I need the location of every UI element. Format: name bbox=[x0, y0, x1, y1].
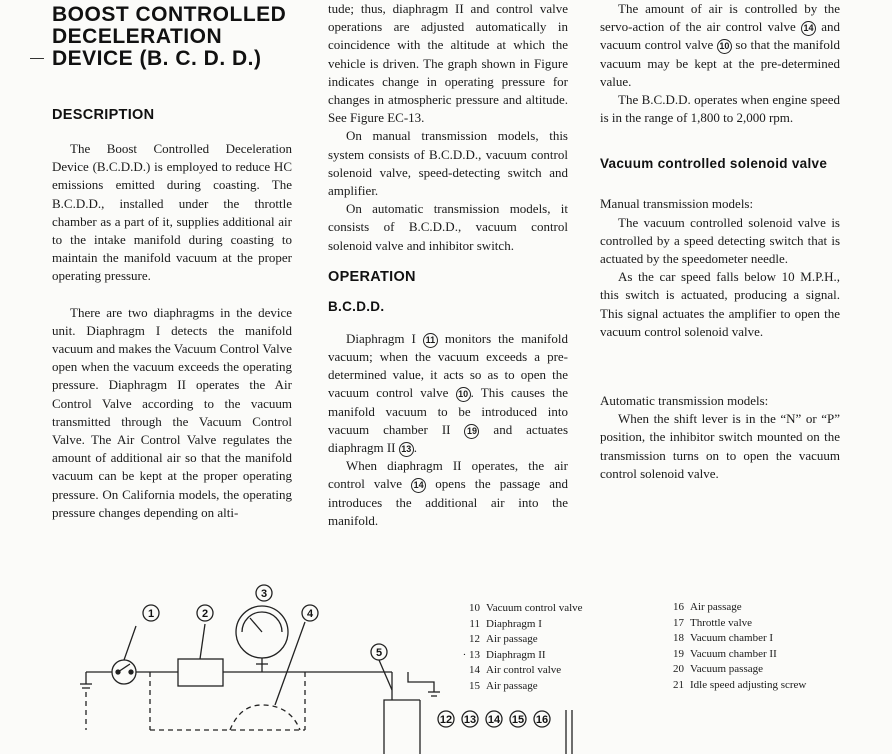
callout-14: 14 bbox=[801, 21, 816, 36]
auto-label: Automatic transmission models: bbox=[600, 393, 769, 409]
legend-item: · 13 Diaphragm II bbox=[462, 648, 546, 661]
solenoid-valve bbox=[384, 672, 434, 754]
legend-item: 14 Air control valve bbox=[469, 664, 562, 677]
c3p1-text-b: and vacuum control valve bbox=[600, 19, 841, 53]
c3p1-text-a: The amount of air is controlled by the servo-action of the air control valve bbox=[600, 1, 840, 35]
legend-item: 17 Throttle valve bbox=[673, 616, 753, 629]
p4-text-c: . This causes the manifold vacuum to be introduced into vacuum chamber II bbox=[328, 385, 568, 437]
callout-14: 14 bbox=[411, 478, 426, 493]
c3p1-text-c: so that the manifold vacuum may be kept at the pre-determined value. bbox=[600, 37, 840, 89]
label-2: 2 bbox=[201, 608, 209, 620]
bcdd-subheading: B.C.D.D. bbox=[328, 298, 385, 314]
title-line-1: BOOST CONTROLLED bbox=[52, 3, 287, 26]
p4-text-a: Diaphragm I bbox=[346, 330, 416, 346]
col2-paragraph-5 bbox=[328, 457, 568, 530]
label-14: 14 bbox=[487, 714, 501, 726]
inhibitor-switch bbox=[230, 705, 300, 730]
label-16: 16 bbox=[535, 714, 549, 726]
label-4: 4 bbox=[306, 608, 314, 620]
col3-paragraph-5: When the shift lever is in the “N” or “P” position, the inhibitor switch mounted on the transmission turns on to open the vacuum control solenoid valve. bbox=[600, 411, 840, 481]
col2-paragraph-4: Diaphragm I 11 monitors the manifold vacuum; when the vacuum exceeds a pre-determined value, it acts so as to open the vacuum control valve 10 . This causes the manifold vacuum to be introduced into vacuum chamber II 19 and actuates diaphragm II 13 . bbox=[328, 330, 569, 456]
p5-text-a: When diaphragm II operates, the air control valve bbox=[328, 458, 568, 492]
col3-paragraph-4: As the car speed falls below 10 M.P.H., this switch is actuated, producing a signal. This signal actuates the amplifier to open the vacuum control solenoid valve. bbox=[600, 269, 840, 339]
title-line-2: DECELERATION bbox=[52, 25, 223, 48]
legend-item: 10 Vacuum control valve bbox=[469, 602, 583, 614]
solenoid-heading: Vacuum controlled solenoid valve bbox=[600, 156, 828, 172]
legend-item: 20 Vacuum passage bbox=[673, 663, 764, 676]
description-paragraph-2: There are two diaphragms in the device unit. Diaphragm I detects the manifold vacuum and makes the Vacuum Control Valve open when the vacuum exceeds the operating pressure. Diaphragm II operates the Air Control Valve according to the vacuum transmitted through the Vacuum Control Valve. The Air Control Valve regulates the amount of additional air so that the manifold vacuum can be kept at the proper operating pressure. On California models, the operating pressure changes depending on alti- bbox=[52, 304, 292, 520]
label-12: 12 bbox=[439, 714, 453, 726]
legend-item: 16 Air passage bbox=[673, 601, 742, 613]
operation-heading: OPERATION bbox=[328, 268, 416, 285]
margin-mark bbox=[30, 58, 44, 59]
p4-text-b: monitors the manifold vacuum; when the vacuum exceeds a pre-determined value, it acts so as to open the vacuum control valve bbox=[328, 330, 569, 401]
legend-item: 19 Vacuum chamber II bbox=[673, 647, 777, 660]
col2-paragraph-3: On automatic transmission models, it consists of B.C.D.D., vacuum control solenoid valve and inhibitor switch. bbox=[328, 201, 568, 253]
bcdd-system-diagram bbox=[0, 580, 892, 754]
column-2 bbox=[328, 0, 568, 530]
description-paragraph-1: The Boost Controlled Deceleration Device (B.C.D.D.) is employed to reduce HC emissions emitted during coasting. The B.C.D.D., installed under the throttle chamber as a part of it, supplies additional air to the intake manifold during coasting to maintain the manifold vacuum at the proper operating pressure. bbox=[52, 141, 292, 284]
p5-text-b: opens the passage and introduces the additional air into the manifold. bbox=[328, 476, 569, 528]
page-title bbox=[52, 4, 286, 70]
callout-10: 10 bbox=[717, 39, 732, 54]
col2-paragraph-2: On manual transmission models, this system consists of B.C.D.D., vacuum control solenoid valve, speed-detecting switch and amplifier. bbox=[328, 128, 568, 199]
title-line-3: DEVICE (B. C. D. D.) bbox=[52, 47, 262, 70]
callout-19: 19 bbox=[464, 424, 479, 439]
callout-11: 11 bbox=[423, 333, 438, 348]
col3-paragraph-1 bbox=[600, 0, 840, 91]
label-1: 1 bbox=[147, 608, 155, 620]
column-1 bbox=[52, 107, 292, 522]
amplifier-box bbox=[178, 659, 223, 686]
callout-13: 13 bbox=[399, 442, 414, 457]
legend-item: 11 Diaphragm I bbox=[469, 617, 542, 630]
legend-item: 15 Air passage bbox=[469, 679, 538, 692]
label-5: 5 bbox=[375, 647, 383, 659]
legend-item: 12 Air passage bbox=[469, 633, 538, 646]
label-3: 3 bbox=[260, 588, 268, 600]
label-13: 13 bbox=[463, 714, 477, 726]
manual-label: Manual transmission models: bbox=[600, 196, 754, 212]
col2-paragraph-1: tude; thus, diaphragm II and control valve operations are adjusted automatically in coincidence with the altitude at which the vehicle is driven. The graph shown in Figure indicates change in operating pressure for changes in atmospheric pressure and altitude. See Figure EC-13. bbox=[328, 1, 568, 126]
legend-item: 18 Vacuum chamber I bbox=[673, 632, 774, 645]
description-heading: DESCRIPTION bbox=[52, 107, 155, 123]
col3-paragraph-3: The vacuum controlled solenoid valve is controlled by a speed detecting switch that is actuated by the speedometer needle. bbox=[600, 214, 840, 267]
callout-10: 10 bbox=[456, 387, 471, 402]
legend-item: 21 Idle speed adjusting screw bbox=[673, 678, 807, 691]
p4-text-d: and actuates diaphragm II bbox=[328, 421, 569, 456]
label-15: 15 bbox=[511, 714, 525, 726]
column-3 bbox=[600, 0, 840, 483]
col3-paragraph-2: The B.C.D.D. operates when engine speed is in the range of 1,800 to 2,000 rpm. bbox=[600, 92, 840, 126]
